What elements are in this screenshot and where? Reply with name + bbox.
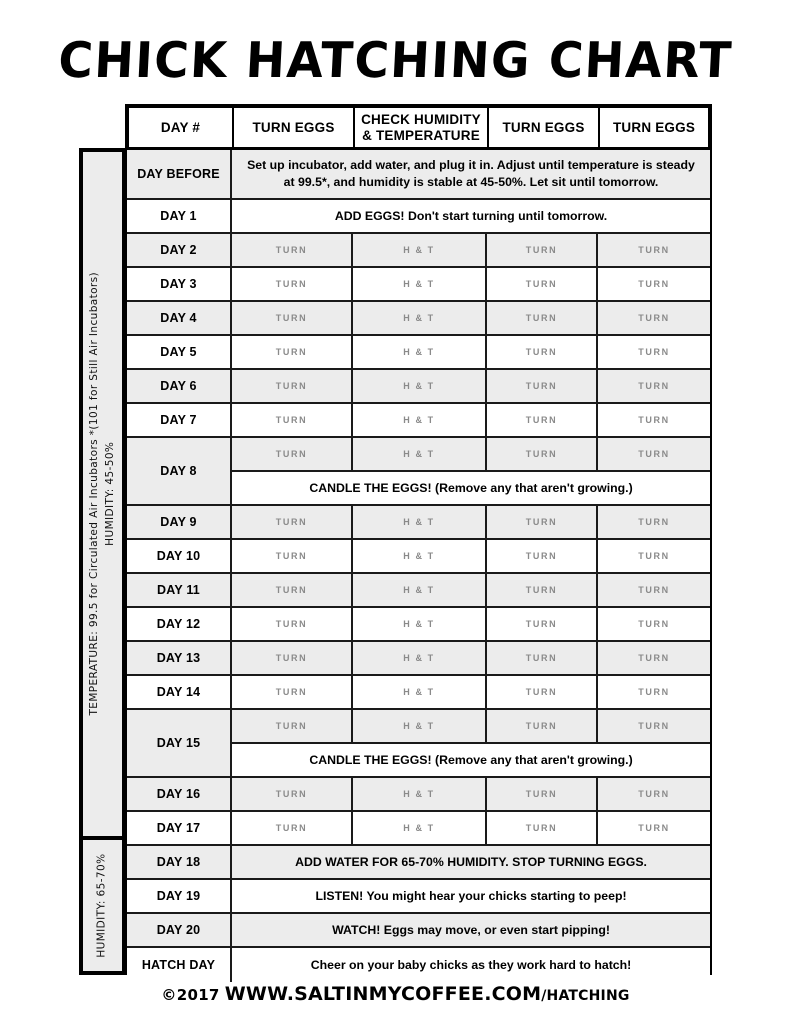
table-row — [127, 540, 710, 574]
table-row — [127, 608, 710, 642]
day-label-cell: DAY 10 — [127, 540, 232, 572]
day-label-cell: DAY 3 — [127, 268, 232, 300]
table-row — [127, 812, 710, 846]
task-cell-humidity-temp[interactable]: H & T — [353, 812, 487, 844]
table-row — [127, 268, 710, 302]
task-cell-turn[interactable]: TURN — [487, 302, 598, 334]
task-cell-turn[interactable]: TURN — [487, 370, 598, 402]
task-cell-humidity-temp[interactable]: H & T — [353, 370, 487, 402]
day-label-cell: DAY 1 — [127, 200, 232, 232]
candle-row-stack — [232, 438, 710, 504]
task-cell-turn[interactable]: TURN — [232, 370, 353, 402]
task-cell-turn[interactable]: TURN — [487, 812, 598, 844]
table-row — [127, 506, 710, 540]
table-row — [127, 438, 710, 506]
instruction-cell: ADD EGGS! Don't start turning until tomorrow. — [334, 208, 608, 223]
sidebar-temperature-label: TEMPERATURE: 99.5 for Circulated Air Incubators *(101 for Still Air Incubators) — [87, 272, 100, 716]
sidebar-humidity-label: HUMIDITY: 45-50% — [103, 441, 116, 547]
candle-eggs-instruction: CANDLE THE EGGS! (Remove any that aren't growing.) — [232, 744, 710, 776]
task-cell-humidity-temp[interactable]: H & T — [353, 302, 487, 334]
task-cell-turn[interactable]: TURN — [487, 506, 598, 538]
footer-site-url: WWW.SALTINMYCOFFEE.COM — [224, 983, 542, 1005]
task-cell-turn[interactable]: TURN — [638, 415, 670, 425]
task-cell-humidity-temp[interactable]: H & T — [353, 574, 487, 606]
task-cell-turn[interactable]: TURN — [487, 676, 598, 708]
task-cell-turn[interactable]: TURN — [232, 404, 353, 436]
header-cell-day: DAY # — [129, 108, 234, 147]
instruction-cell: ADD WATER FOR 65-70% HUMIDITY. STOP TURNING EGGS. — [295, 854, 647, 869]
task-cell-turn[interactable]: TURN — [232, 812, 353, 844]
task-cell-group — [232, 336, 710, 368]
footer-copyright: ©2017 — [161, 986, 220, 1004]
table-row — [127, 778, 710, 812]
chart-body — [79, 148, 712, 975]
task-cell-turn[interactable]: TURN — [638, 619, 670, 629]
instruction-cell: LISTEN! You might hear your chicks starting to peep! — [315, 888, 627, 903]
table-row — [127, 336, 710, 370]
header-cell-line1: CHECK HUMIDITY — [361, 112, 481, 128]
task-cell-turn[interactable]: TURN — [487, 404, 598, 436]
task-cell-turn[interactable]: TURN — [487, 268, 598, 300]
task-cell-turn[interactable]: TURN — [232, 778, 353, 810]
table-row — [127, 150, 710, 200]
task-cell-humidity-temp[interactable]: H & T — [353, 642, 487, 674]
task-cell-group — [232, 302, 710, 334]
table-row — [127, 404, 710, 438]
task-cell-turn[interactable]: TURN — [232, 676, 353, 708]
task-cell-humidity-temp[interactable]: H & T — [353, 710, 487, 742]
table-row — [127, 302, 710, 336]
task-cell-humidity-temp[interactable]: H & T — [353, 540, 487, 572]
task-cell-turn[interactable]: TURN — [232, 234, 353, 266]
sidebar-humidity-lockdown-label: HUMIDITY: 65-70% — [95, 853, 108, 958]
instruction-cell: WATCH! Eggs may move, or even start pipping! — [332, 922, 610, 937]
header-cell-turn-eggs-1: TURN EGGS — [234, 108, 355, 147]
task-cell-turn[interactable]: TURN — [487, 710, 598, 742]
task-cell-group — [232, 268, 710, 300]
task-cell-turn[interactable]: TURN — [638, 313, 670, 323]
day-label-cell: DAY 20 — [127, 914, 232, 946]
table-row — [127, 234, 710, 268]
task-cell-humidity-temp[interactable]: H & T — [353, 268, 487, 300]
day-label-cell: DAY 4 — [127, 302, 232, 334]
task-cell-group — [232, 812, 710, 844]
day-label-cell: DAY 15 — [127, 710, 232, 776]
day-label-cell: DAY 16 — [127, 778, 232, 810]
task-cell-turn[interactable]: TURN — [638, 517, 670, 527]
task-cell-turn[interactable]: TURN — [232, 540, 353, 572]
day-label-cell: DAY 5 — [127, 336, 232, 368]
instruction-cell: Cheer on your baby chicks as they work hard to hatch! — [310, 957, 632, 972]
sidebar-section-lockdown — [83, 840, 122, 971]
sidebar-section-incubation — [83, 152, 122, 840]
task-cell-group — [232, 506, 710, 538]
table-row — [127, 710, 710, 778]
task-cell-group — [232, 540, 710, 572]
header-cell-turn-eggs-3: TURN EGGS — [612, 119, 696, 135]
task-cell-group — [232, 438, 710, 472]
task-cell-humidity-temp[interactable]: H & T — [353, 404, 487, 436]
candle-eggs-instruction: CANDLE THE EGGS! (Remove any that aren't growing.) — [232, 472, 710, 504]
task-cell-turn[interactable]: TURN — [638, 585, 670, 595]
day-label-cell: DAY 7 — [127, 404, 232, 436]
task-cell-turn[interactable]: TURN — [638, 653, 670, 663]
table-row — [127, 574, 710, 608]
task-cell-turn[interactable]: TURN — [487, 574, 598, 606]
task-cell-turn[interactable]: TURN — [232, 302, 353, 334]
header-cell-turn-eggs-2: TURN EGGS — [489, 108, 600, 147]
day-label-cell: DAY 17 — [127, 812, 232, 844]
task-cell-turn[interactable]: TURN — [232, 574, 353, 606]
task-cell-turn[interactable]: TURN — [487, 642, 598, 674]
sidebar-temperature-humidity-label — [87, 272, 119, 716]
task-cell-humidity-temp[interactable]: H & T — [353, 234, 487, 266]
day-label-cell: DAY 8 — [127, 438, 232, 504]
day-label-cell: DAY 11 — [127, 574, 232, 606]
task-cell-humidity-temp[interactable]: H & T — [353, 336, 487, 368]
task-cell-turn[interactable]: TURN — [638, 789, 670, 799]
task-cell-group — [232, 370, 710, 402]
task-cell-turn[interactable]: TURN — [487, 234, 598, 266]
day-label-cell: DAY 9 — [127, 506, 232, 538]
table-row — [127, 846, 710, 880]
day-label-cell: HATCH DAY — [127, 948, 232, 982]
table-row — [127, 914, 710, 948]
day-label-cell: DAY 19 — [127, 880, 232, 912]
task-cell-turn[interactable]: TURN — [232, 268, 353, 300]
task-cell-turn[interactable]: TURN — [638, 551, 670, 561]
day-label-cell: DAY BEFORE — [127, 150, 232, 198]
footer-site-path: /HATCHING — [541, 988, 630, 1004]
table-row — [127, 880, 710, 914]
task-cell-turn[interactable]: TURN — [487, 438, 598, 470]
footer-credit — [0, 983, 791, 1005]
day-label-cell: DAY 14 — [127, 676, 232, 708]
task-cell-turn[interactable]: TURN — [638, 381, 670, 391]
task-cell-group — [232, 404, 710, 436]
task-cell-turn[interactable]: TURN — [232, 710, 353, 742]
sidebar-conditions — [79, 148, 126, 975]
task-cell-turn[interactable]: TURN — [638, 449, 670, 459]
table-row — [127, 200, 710, 234]
task-cell-turn[interactable]: TURN — [487, 336, 598, 368]
table-header-row — [125, 104, 712, 151]
task-cell-turn[interactable]: TURN — [638, 347, 670, 357]
task-cell-turn[interactable]: TURN — [232, 438, 353, 470]
task-cell-turn[interactable]: TURN — [487, 540, 598, 572]
candle-row-stack — [232, 710, 710, 776]
task-cell-turn[interactable]: TURN — [638, 245, 670, 255]
task-cell-turn[interactable]: TURN — [638, 721, 670, 731]
task-cell-turn[interactable]: TURN — [232, 608, 353, 640]
task-cell-turn[interactable]: TURN — [638, 279, 670, 289]
task-cell-humidity-temp[interactable]: H & T — [353, 676, 487, 708]
schedule-table — [125, 148, 712, 975]
task-cell-turn[interactable]: TURN — [487, 778, 598, 810]
page-title: CHICK HATCHING CHART — [57, 32, 734, 89]
task-cell-turn[interactable]: TURN — [638, 823, 670, 833]
task-cell-group — [232, 234, 710, 266]
table-row — [127, 642, 710, 676]
task-cell-group — [232, 608, 710, 640]
task-cell-turn[interactable]: TURN — [638, 687, 670, 697]
instruction-cell: Set up incubator, add water, and plug it in. Adjust until temperature is steady at 99.5*, and humidity is stable at 45-50%. Let sit until tomorrow. — [247, 158, 695, 189]
task-cell-turn[interactable]: TURN — [232, 336, 353, 368]
day-label-cell: DAY 12 — [127, 608, 232, 640]
task-cell-group — [232, 676, 710, 708]
day-label-cell: DAY 6 — [127, 370, 232, 402]
task-cell-humidity-temp[interactable]: H & T — [353, 438, 487, 470]
task-cell-turn[interactable]: TURN — [487, 608, 598, 640]
day-label-cell: DAY 18 — [127, 846, 232, 878]
day-label-cell: DAY 2 — [127, 234, 232, 266]
task-cell-humidity-temp[interactable]: H & T — [353, 778, 487, 810]
table-row — [127, 948, 710, 982]
task-cell-group — [232, 778, 710, 810]
table-row — [127, 676, 710, 710]
task-cell-humidity-temp[interactable]: H & T — [353, 608, 487, 640]
task-cell-humidity-temp[interactable]: H & T — [353, 506, 487, 538]
task-cell-group — [232, 642, 710, 674]
task-cell-group — [232, 710, 710, 744]
day-label-cell: DAY 13 — [127, 642, 232, 674]
header-cell-line2: & TEMPERATURE — [362, 127, 480, 143]
table-row — [127, 370, 710, 404]
header-cell-check-humidity-temperature — [355, 108, 489, 147]
task-cell-group — [232, 574, 710, 606]
task-cell-turn[interactable]: TURN — [232, 642, 353, 674]
task-cell-turn[interactable]: TURN — [232, 506, 353, 538]
